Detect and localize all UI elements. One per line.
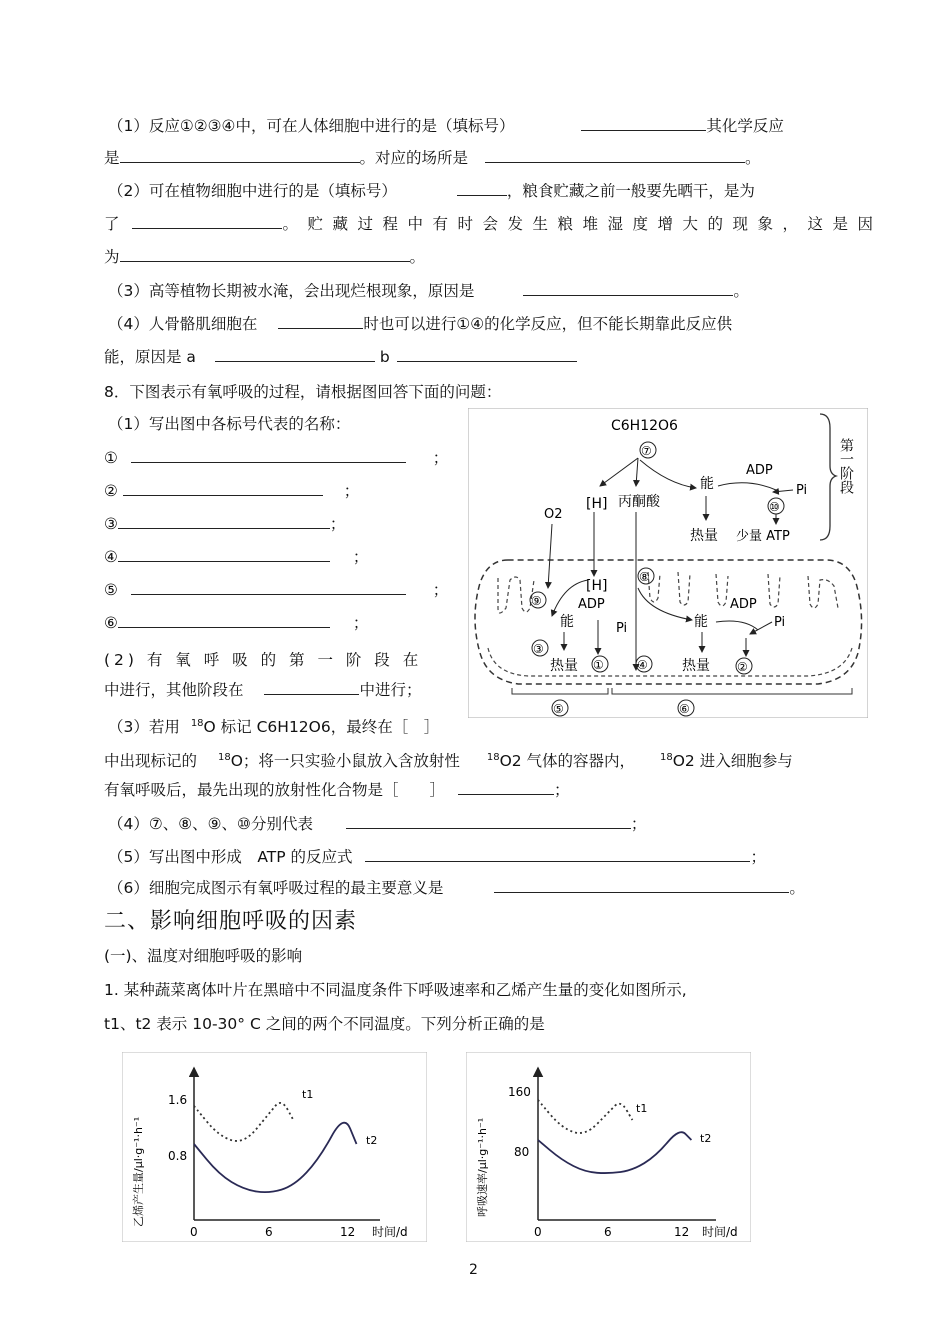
q8-item-1: ① ；: [104, 449, 449, 467]
marker-1: ①: [593, 658, 604, 672]
energy-label-left: 能: [560, 614, 574, 630]
marker-3: ③: [533, 642, 544, 656]
left-ylabel: 乙烯产生量/μl·g⁻¹·h⁻¹: [132, 1116, 145, 1227]
q8-item-2-blank[interactable]: [123, 481, 323, 496]
q8-s4-blank[interactable]: [346, 814, 631, 829]
q7-p1-blank1[interactable]: [581, 116, 706, 131]
adp-left: ADP: [578, 597, 605, 612]
q7-part1-cont: 是 。对应的场所是 。: [104, 149, 761, 167]
left-t1-label: t1: [302, 1088, 314, 1101]
marker-10: ⑩: [769, 500, 780, 514]
q8-s1: （1）写出图中各标号代表的名称：: [108, 415, 351, 433]
small-atp-label: 少量 ATP: [736, 529, 790, 544]
q8-item-5: ⑤ ；: [104, 581, 449, 599]
section2-q1a: 1. 某种蔬菜离体叶片在黑暗中不同温度条件下呼吸速率和乙烯产生量的变化如图所示,: [104, 981, 687, 999]
energy-label-right: 能: [694, 614, 708, 630]
q7-part2: （2）可在植物细胞中进行的是（填标号） ，粮食贮藏之前一般要先晒干，是为: [108, 182, 755, 200]
marker-6: ⑥: [679, 702, 690, 716]
q7-p2-blank3[interactable]: [120, 247, 410, 262]
q8-item-5-blank[interactable]: [131, 580, 406, 595]
pi-right: Pi: [774, 615, 786, 630]
q7-p4-blank-b[interactable]: [397, 347, 577, 362]
section2-q1b: t1、t2 表示 10-30° C 之间的两个不同温度。下列分析正确的是: [104, 1015, 545, 1033]
left-xlabel: 时间/d: [372, 1225, 408, 1239]
o2-label: O2: [544, 507, 563, 522]
q7-p1-blank2[interactable]: [120, 148, 360, 163]
right-t2-label: t2: [700, 1132, 712, 1145]
marker-4: ④: [637, 658, 648, 672]
q7-part3: （3）高等植物长期被水淹，会出现烂根现象，原因是 。: [108, 282, 749, 300]
q8-s3g: 有氧呼吸后，最先出现的放射性化合物是［ ］ ；: [104, 781, 570, 799]
q8-item-3-blank[interactable]: [118, 514, 330, 529]
page-number: 2: [469, 1262, 478, 1278]
right-x6: 6: [604, 1225, 612, 1239]
q7-part2-cont: 了 。贮藏过程中有时会发生粮堆湿度增大的现象，这是因: [104, 215, 883, 233]
q8-s5: （5）写出图中形成 ATP 的反应式 ；: [108, 848, 766, 866]
left-t2-label: t2: [366, 1134, 378, 1147]
q8-s2a: (2) 有 氧 呼 吸 的 第 一 阶 段 在: [104, 651, 423, 669]
heat-label-top: 热量: [690, 528, 718, 544]
q7-part1: （1）反应①②③④中，可在人体细胞中进行的是（填标号） 其化学反应: [108, 117, 784, 135]
q8-item-6: ⑥ ；: [104, 614, 369, 632]
respiration-rate-chart: [466, 1052, 751, 1242]
left-y-mid: 0.8: [168, 1149, 188, 1163]
q8-item-3: ③ ；: [104, 515, 346, 533]
q8-s4: （4）⑦、⑧、⑨、⑩分别代表 ；: [108, 815, 647, 833]
q8-s3-blank[interactable]: [458, 780, 554, 795]
pi-left: Pi: [616, 621, 628, 636]
q8-s6: （6）细胞完成图示有氧呼吸过程的最主要意义是 。: [108, 879, 805, 897]
right-x12: 12: [674, 1225, 690, 1239]
pyruvate-label: 丙酮酸: [618, 494, 660, 510]
q8-item-4: ④ ；: [104, 548, 369, 566]
marker-5: ⑤: [553, 702, 564, 716]
q8-s3a: （3）若用 $^{18}$O 标记 C6H12O6，最终在［ ］: [108, 718, 440, 737]
q7-p2-blank2[interactable]: [132, 214, 282, 229]
q7-p1-blank3[interactable]: [485, 148, 745, 163]
aerobic-respiration-diagram: [468, 408, 868, 718]
q8-item-4-blank[interactable]: [118, 547, 330, 562]
stage-label: 第一阶段: [838, 438, 854, 494]
ethylene-chart: [122, 1052, 427, 1242]
right-x0: 0: [534, 1225, 542, 1239]
heat-label-right: 热量: [682, 658, 710, 674]
q8-s2b: 中进行，其他阶段在 中进行；: [104, 681, 422, 699]
left-y-hi: 1.6: [168, 1093, 188, 1107]
marker-9: ⑨: [531, 594, 542, 608]
adp-top: ADP: [746, 463, 773, 478]
heat-label-left: 热量: [550, 658, 578, 674]
glucose-label: C6H12O6: [611, 418, 678, 434]
q7-p4-blank1[interactable]: [278, 314, 363, 329]
q7-part2-cont2: 为 。: [104, 248, 426, 266]
q8-title: 8．下图表示有氧呼吸的过程，请根据图回答下面的问题：: [104, 383, 502, 401]
pi-top: Pi: [796, 483, 808, 498]
marker-2: ②: [737, 660, 748, 674]
section2-title: 二、影响细胞呼吸的因素: [104, 909, 358, 934]
left-x6: 6: [265, 1225, 273, 1239]
q7-p4-blank-a[interactable]: [215, 347, 375, 362]
adp-right: ADP: [730, 597, 757, 612]
q7-p2-blank1[interactable]: [457, 181, 507, 196]
q8-s5-blank[interactable]: [365, 847, 750, 862]
section2-subtitle: (一)、温度对细胞呼吸的影响: [104, 947, 303, 965]
energy-label-top: 能: [700, 476, 714, 492]
q8-s2-blank[interactable]: [264, 680, 359, 695]
left-x12: 12: [340, 1225, 356, 1239]
right-xlabel: 时间/d: [702, 1225, 738, 1239]
h-label-top: [H]: [586, 496, 608, 512]
h-label-mid: [H]: [586, 578, 608, 594]
right-t1-label: t1: [636, 1102, 648, 1115]
left-x0: 0: [190, 1225, 198, 1239]
right-y-mid: 80: [514, 1145, 530, 1159]
right-y-hi: 160: [508, 1085, 531, 1099]
marker-7: ⑦: [641, 444, 652, 458]
q8-item-2: ② ；: [104, 482, 360, 500]
q7-p3-blank[interactable]: [523, 281, 733, 296]
q7-part4-cont: 能，原因是 a b: [104, 347, 577, 367]
q8-s6-blank[interactable]: [494, 878, 789, 893]
right-ylabel: 呼吸速率/μl·g⁻¹·h⁻¹: [476, 1117, 489, 1217]
q7-part4: （4）人骨骼肌细胞在 时也可以进行①④的化学反应，但不能长期靠此反应供: [108, 315, 733, 333]
q8-s3c: 中出现标记的 $^{18}$O；将一只实验小鼠放入含放射性 $^{18}$O2 气体的容器内， $^{18}$O2 进入细胞参与: [104, 752, 793, 771]
q8-item-6-blank[interactable]: [118, 613, 330, 628]
q8-item-1-blank[interactable]: [131, 448, 406, 463]
marker-8: ⑧: [639, 570, 650, 584]
